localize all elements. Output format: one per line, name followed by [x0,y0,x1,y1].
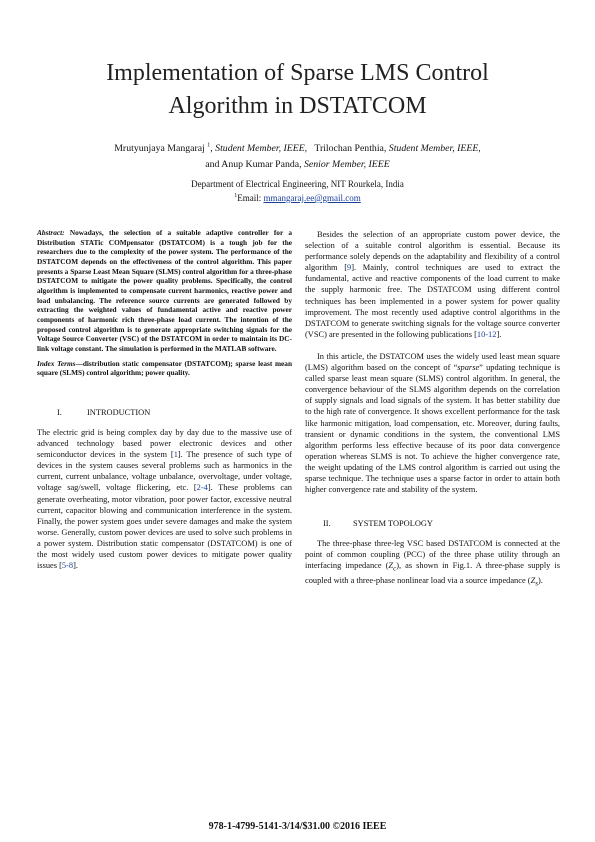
author-line-1: Mrutyunjaya Mangaraj $^1$, Student Member, IEEE, Trilochan Penthia, Student Member, IEEE, [114,142,481,154]
paper-title [40,57,555,123]
copyright-footer: 978-1-4799-5141-3/14/$31.00 ©2016 IEEE [208,821,387,832]
control-algorithm-paragraph [305,229,560,340]
section-title: SYSTEM TOPOLOGY [353,519,433,529]
para3-text-c: ). [537,576,543,586]
author-line-2 [40,157,555,173]
abstract-label: Abstract: [37,228,65,237]
citation-link[interactable]: 2-4 [196,483,208,493]
citation-link[interactable]: 1 [173,450,178,460]
author-1-role: Student Member, IEEE, [215,143,308,154]
para2-text-b: ” updating technique is called sparse least mean square (SLMS) control algorithm. In general, the convergence behaviour of the SLMS algorithm depends on the correlation of supply signals and load signals of the system. It has better stability due to the high rate of convergence. It shows excellent performance for the task like harmonic mitigation, load compensation, etc. Moreover, during faults, transient or dynamic conditions in the system, the conventional LMS algorithm performs less effective because of its poor data convergence operation whereas SLMS is not. To achieve the higher convergence rate, the weight updating of the LMS control algorithm is carried out using the sparse technique. The technique uses a sparse factor in order to attain both higher convergence rate and stability of the system. [305,363,560,495]
author-2-role: Student Member, IEEE, [388,143,481,154]
para3-text-a: The three-phase three-leg VSC based DSTATCOM is connected at the point of common coupling (PCC) of the three phase utility through an interfacing impedance ( [305,539,560,571]
author-3-role: Senior Member, IEEE [304,159,390,170]
title-line-2: Algorithm in DSTATCOM [168,93,427,119]
citation-link[interactable]: 9 [347,263,352,273]
author-3-prefix: and Anup Kumar Panda, [205,159,302,170]
email-superscript: 1 [234,193,238,199]
section-number: I. [57,407,62,417]
impedance-symbol: Z [388,561,394,571]
sparse-term: sparse [457,363,480,373]
intro-text-d: ]. [73,561,78,571]
impedance-subscript: c [393,565,397,574]
section-number: II. [323,519,331,529]
author-list [40,141,555,173]
abstract [37,228,292,354]
topology-paragraph [305,538,560,590]
para3-text-b: ), as shown in Fig.1. A three-phase supply is coupled with a three-phase nonlinear load via a source impedance ( [305,561,560,586]
left-column [37,228,292,571]
title-line-1: Implementation of Sparse LMS Control [106,60,489,86]
para1-text-b: ]. Mainly, control techniques are used to extract the fundamental, active and reactive components of the load current to make the supply harmonic free. The DSTATCOM using different control techniques has been implemented in a power system for power quality improvement. The most recently used adaptive control algorithms in the DSTATCOM to generate switching signals for the voltage source converter (VSC) are presented in the following publications [ [305,263,560,339]
affiliation: Department of Electrical Engineering, NIT Rourkela, India [191,179,404,189]
intro-text-b: ]. The presence of such type of devices in the system causes several problems such as harmonics in the current, current unbalance, voltage unbalance, overvoltage, under voltage, voltage sag/swell, voltage flickering, etc. [ [37,450,292,493]
section-title: INTRODUCTION [87,407,151,417]
author-2-name: Trilochan Penthia, [314,143,387,154]
impedance-subscript: s [535,579,538,588]
email-link[interactable]: mmangaraj.ee@gmail.com [263,193,361,203]
abstract-text: Nowadays, the selection of a suitable adaptive controller for a Distribution STATic COMpensator (DSTATCOM) is a tough job for the researchers due to the complexity of the power system. The performance of the DSTATCOM depends on the effectiveness of the control algorithm. This paper presents a Sparse Least Mean Square (SLMS) control algorithm for a three-phase DSTATCOM to mitigate the power quality problems. Specifically, the control algorithm is implemented to compensate current harmonics, reactive power and load unbalancing. The reference source currents are generated followed by extracting the weighted values of fundamental active and reactive power components of harmonic rich three-phase load current. The intention of the proposed control algorithm is to generate appropriate switching signals for the Voltage Source Converter (VSC) of the DSTATCOM in order to maintain its DC-link voltage constant. The simulation is performed in the MATLAB software. [37,228,292,353]
intro-text-c: ]. These problems can generate overheating, motor vibration, poor power factor, excessive neutral current, capacitor blowing and communication interference in the system. Finally, the power system goes under severe damages and make the system worse. Generally, custom power devices are used to solve such problems in a power system. Distribution static compensator (DSTATCOM) is one of the most widely used custom power devices to mitigate power quality issues [ [37,483,292,571]
citation-link[interactable]: 5-8 [61,561,74,571]
author-1-name: Mrutyunjaya Mangaraj [114,143,205,154]
section-heading-introduction [37,407,292,418]
right-column [305,229,560,590]
section-heading-system-topology [305,518,560,529]
slms-paragraph [305,351,560,495]
para1-text-c: ]. [496,329,502,339]
index-terms-label: Index Terms [37,358,76,368]
email-label: Email: [237,193,262,203]
email-line [40,193,555,203]
para1-text-a: Besides the selection of an appropriate custom power device, the selection of a suitable control algorithm is essential. Because its performance solely depends on the adaptability and flexibility of a control algorithm [ [305,230,560,273]
author-1-superscript: 1 [207,142,211,149]
index-terms-text: —distribution static compensator (DSTATCOM); sparse least mean square (SLMS) control algorithm; power quality. [37,358,293,378]
impedance-symbol: Z [530,576,536,586]
intro-paragraph [37,427,292,571]
index-terms [37,359,292,378]
para2-text-a: In this article, the DSTATCOM uses the widely used least mean square (LMS) algorithm based on the concept of “ [305,351,560,373]
intro-text-a: The electric grid is being complex day by day due to the massive use of advanced technology based power electronic devices and other semiconductor devices in the system [ [37,427,292,460]
citation-link[interactable]: 10-12 [476,329,497,339]
